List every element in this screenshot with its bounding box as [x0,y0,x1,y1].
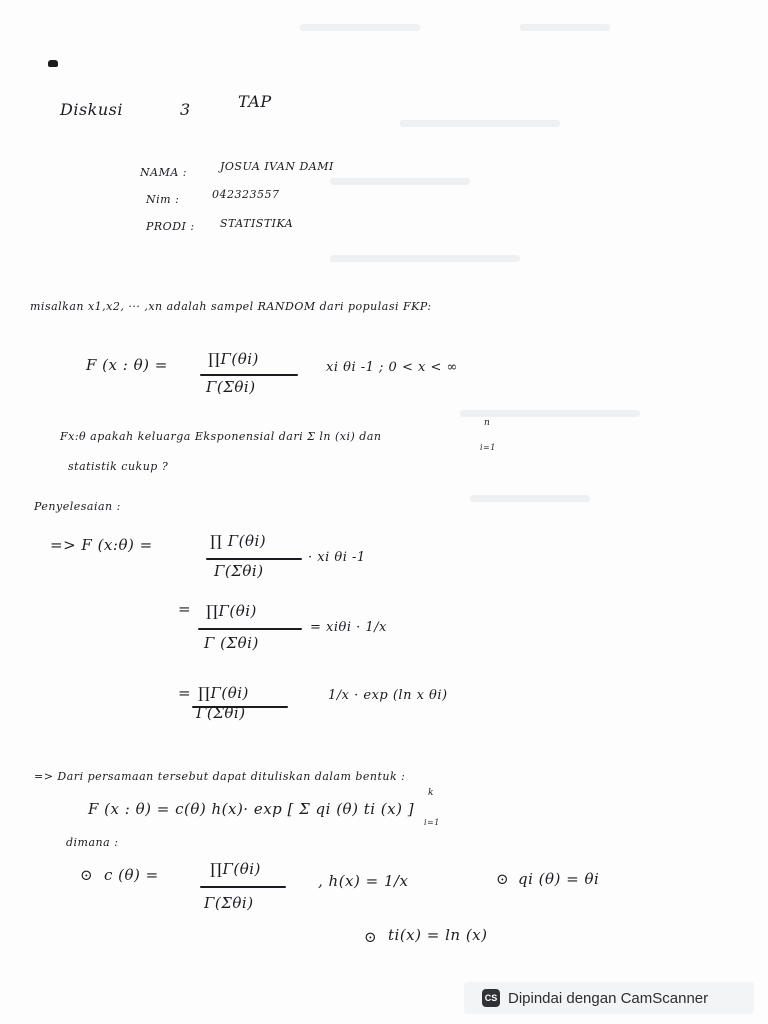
step2-denominator: Γ (Σθi) [204,634,259,652]
step3-denominator: Γ(Σθi) [196,704,246,722]
step2-numerator: ∏Γ(θi) [206,602,257,620]
form-sum-lower: i=1 [424,818,440,827]
q-theta-definition: qi (θ) = θi [518,870,600,888]
page-mark [48,60,58,67]
solution-label: Penyelesaian : [34,500,121,513]
pdf-rhs: xi θi -1 ; 0 < x < ∞ [326,360,458,375]
fraction-bar [198,628,302,630]
step3-equals: = [178,684,192,702]
dimana-label: dimana : [66,836,119,849]
pdf-numerator: ∏Γ(θi) [208,350,259,368]
step1-lhs: => F (x:θ) = [50,536,153,554]
heading-discussion: Diskusi [60,100,123,119]
camscanner-icon: CS [482,989,500,1007]
conclusion-text: => Dari persamaan tersebut dapat dituliskan dalam bentuk : [34,770,406,783]
fraction-bar [200,374,298,376]
bleed-through-mark [470,495,590,502]
bullet-icon: ⊙ [364,928,378,946]
bullet-icon: ⊙ [80,866,94,884]
prodi-value: STATISTIKA [220,217,294,230]
problem-intro: misalkan x1,x2, ··· ,xn adalah sampel RANDOM dari populasi FKP: [30,300,432,313]
camscanner-watermark [464,982,754,1014]
camscanner-label: Dipindai dengan CamScanner [508,989,709,1007]
nim-label: Nim : [146,193,180,206]
bleed-through-mark [330,255,520,262]
bleed-through-mark [400,120,560,127]
nama-value: JOSUA IVAN DAMI [220,160,334,173]
prodi-label: PRODI : [146,220,195,233]
nama-label: NAMA : [140,166,187,179]
c-theta-numerator: ∏Γ(θi) [210,860,261,878]
step2-equals: = [178,600,192,618]
problem-question-line1: Fx:θ apakah keluarga Eksponensial dari Σ ln (xi) dan [60,430,382,443]
question-sum-lower: i=1 [480,443,496,452]
step1-rhs: · xi θi -1 [308,550,366,565]
step1-denominator: Γ(Σθi) [214,562,264,580]
step3-numerator: ∏Γ(θi) [198,684,249,702]
bleed-through-mark [330,178,470,185]
heading-tap: TAP [238,92,272,111]
fraction-bar [206,558,302,560]
fraction-bar [200,886,286,888]
form-sum-upper: k [428,788,434,798]
c-theta-label: c (θ) = [104,866,159,884]
bleed-through-mark [300,24,420,31]
c-theta-denominator: Γ(Σθi) [204,894,254,912]
bleed-through-mark [520,24,610,31]
pdf-lhs: F (x : θ) = [86,356,168,374]
bullet-icon: ⊙ [496,870,510,888]
pdf-denominator: Γ(Σθi) [206,378,256,396]
problem-question-line2: statistik cukup ? [68,460,169,473]
nim-value: 042323557 [212,188,280,201]
h-x-definition: , h(x) = 1/x [318,872,409,890]
step2-rhs: = xiθi · 1/x [310,620,387,635]
step1-numerator: ∏ Γ(θi) [210,532,267,550]
bleed-through-mark [460,410,640,417]
heading-number: 3 [180,100,191,119]
question-sum-upper: n [484,418,491,428]
exponential-form: F (x : θ) = c(θ) h(x)· exp [ Σ qi (θ) ti (x) ] [88,800,415,818]
t-x-definition: ti(x) = ln (x) [388,926,488,944]
step3-rhs: 1/x · exp (ln x θi) [328,688,448,703]
